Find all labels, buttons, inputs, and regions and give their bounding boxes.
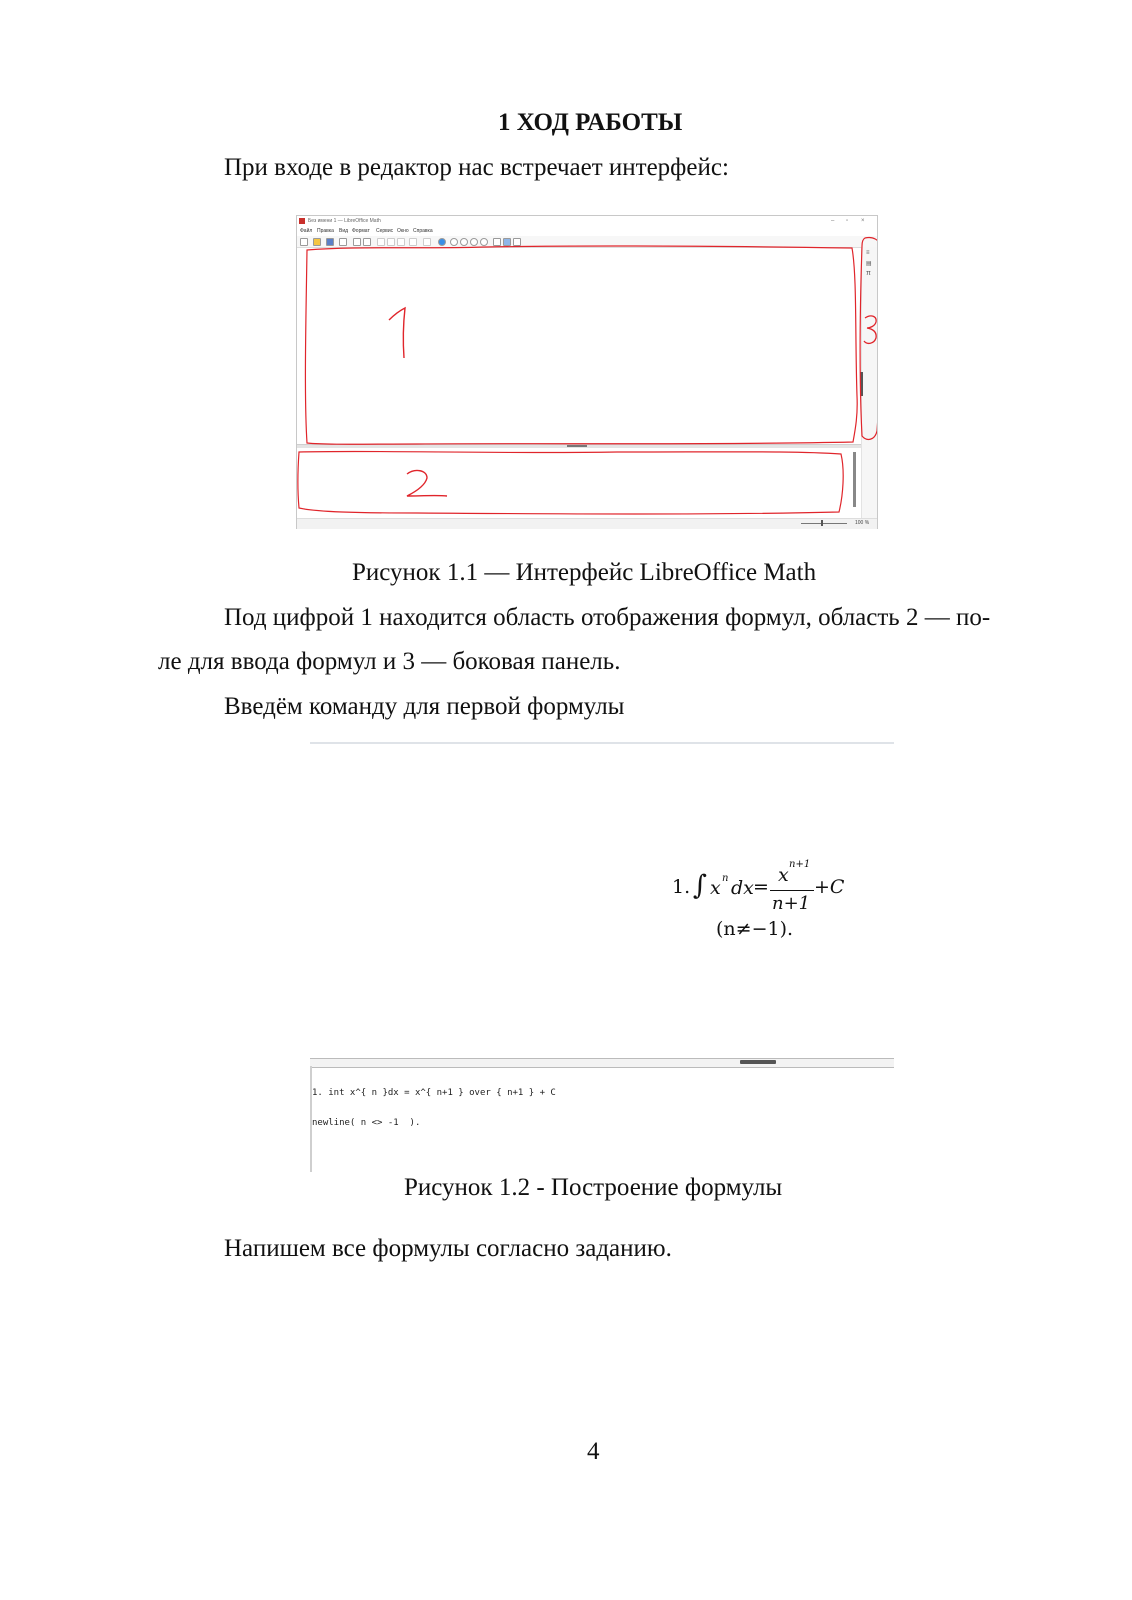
pane-divider[interactable]	[310, 1058, 894, 1068]
paragraph-1-line-1: Под цифрой 1 находится область отображения формул, область 2 — по-	[224, 604, 991, 631]
maximize-icon: ▫	[846, 218, 849, 224]
fraction-bar	[770, 890, 814, 891]
annotation-outline-3	[860, 237, 877, 439]
annotation-digit-1	[389, 308, 405, 358]
divider-grip[interactable]	[740, 1060, 776, 1064]
numerator-base: x	[778, 864, 789, 886]
integral-sign: ∫	[693, 870, 708, 901]
sidebar-menu-icon: ≡	[866, 250, 870, 256]
figure-formula-construction	[310, 742, 894, 1172]
command-line-2: newline( n <> -1 ).	[312, 1118, 421, 1128]
annotation-digit-3	[864, 316, 876, 343]
annotation-outline-1	[305, 246, 857, 444]
menu-edit: Правка	[317, 228, 334, 234]
equals-sign: =	[753, 876, 769, 898]
formula-condition: (n≠−1).	[716, 918, 794, 940]
paragraph-1-line-2: ле для ввода формул и 3 — боковая панель.	[158, 648, 621, 675]
figure-libreoffice-interface	[296, 215, 878, 529]
formula-number: 1.	[672, 876, 691, 898]
numerator-exponent: n+1	[789, 859, 811, 870]
integrand-exponent: n	[722, 873, 729, 884]
view-top-border	[310, 742, 894, 744]
menu-format: Формат	[352, 228, 370, 234]
menu-help: Справка	[413, 228, 433, 234]
annotation-digit-2	[407, 471, 447, 496]
figure-1-caption: Рисунок 1.1 — Интерфейс LibreOffice Math	[352, 559, 817, 586]
minimize-icon: –	[831, 218, 835, 224]
annotation-outline-2	[298, 451, 843, 514]
menu-file: Файл	[300, 228, 313, 234]
intro-paragraph: При входе в редактор нас встречает интерфейс:	[224, 154, 729, 181]
differential: dx	[731, 877, 754, 899]
command-line-1: 1. int x^{ n }dx = x^{ n+1 } over { n+1 } + C	[312, 1088, 556, 1098]
page-number: 4	[587, 1438, 600, 1465]
properties-icon: ▤	[866, 261, 872, 267]
menu-window: Окно	[397, 228, 409, 234]
formula-command-editor[interactable]	[312, 1068, 556, 1148]
paragraph-2: Введём команду для первой формулы	[224, 693, 625, 720]
elements-icon: π	[866, 270, 871, 277]
integrand-base: x	[710, 877, 721, 899]
denominator: n+1	[772, 893, 811, 914]
close-icon: ×	[861, 218, 865, 224]
window-title: Без имени 1 — LibreOffice Math	[308, 218, 381, 224]
annotation-overlay	[297, 216, 877, 528]
menu-view: Вид	[339, 228, 349, 234]
section-heading: 1 ХОД РАБОТЫ	[498, 109, 683, 136]
paragraph-3: Напишем все формулы согласно заданию.	[224, 1235, 672, 1262]
menu-tools: Сервис	[376, 228, 394, 234]
figure-2-caption: Рисунок 1.2 - Построение формулы	[404, 1174, 783, 1201]
plus-constant: +C	[814, 876, 845, 898]
zoom-level: 100 %	[855, 520, 870, 526]
